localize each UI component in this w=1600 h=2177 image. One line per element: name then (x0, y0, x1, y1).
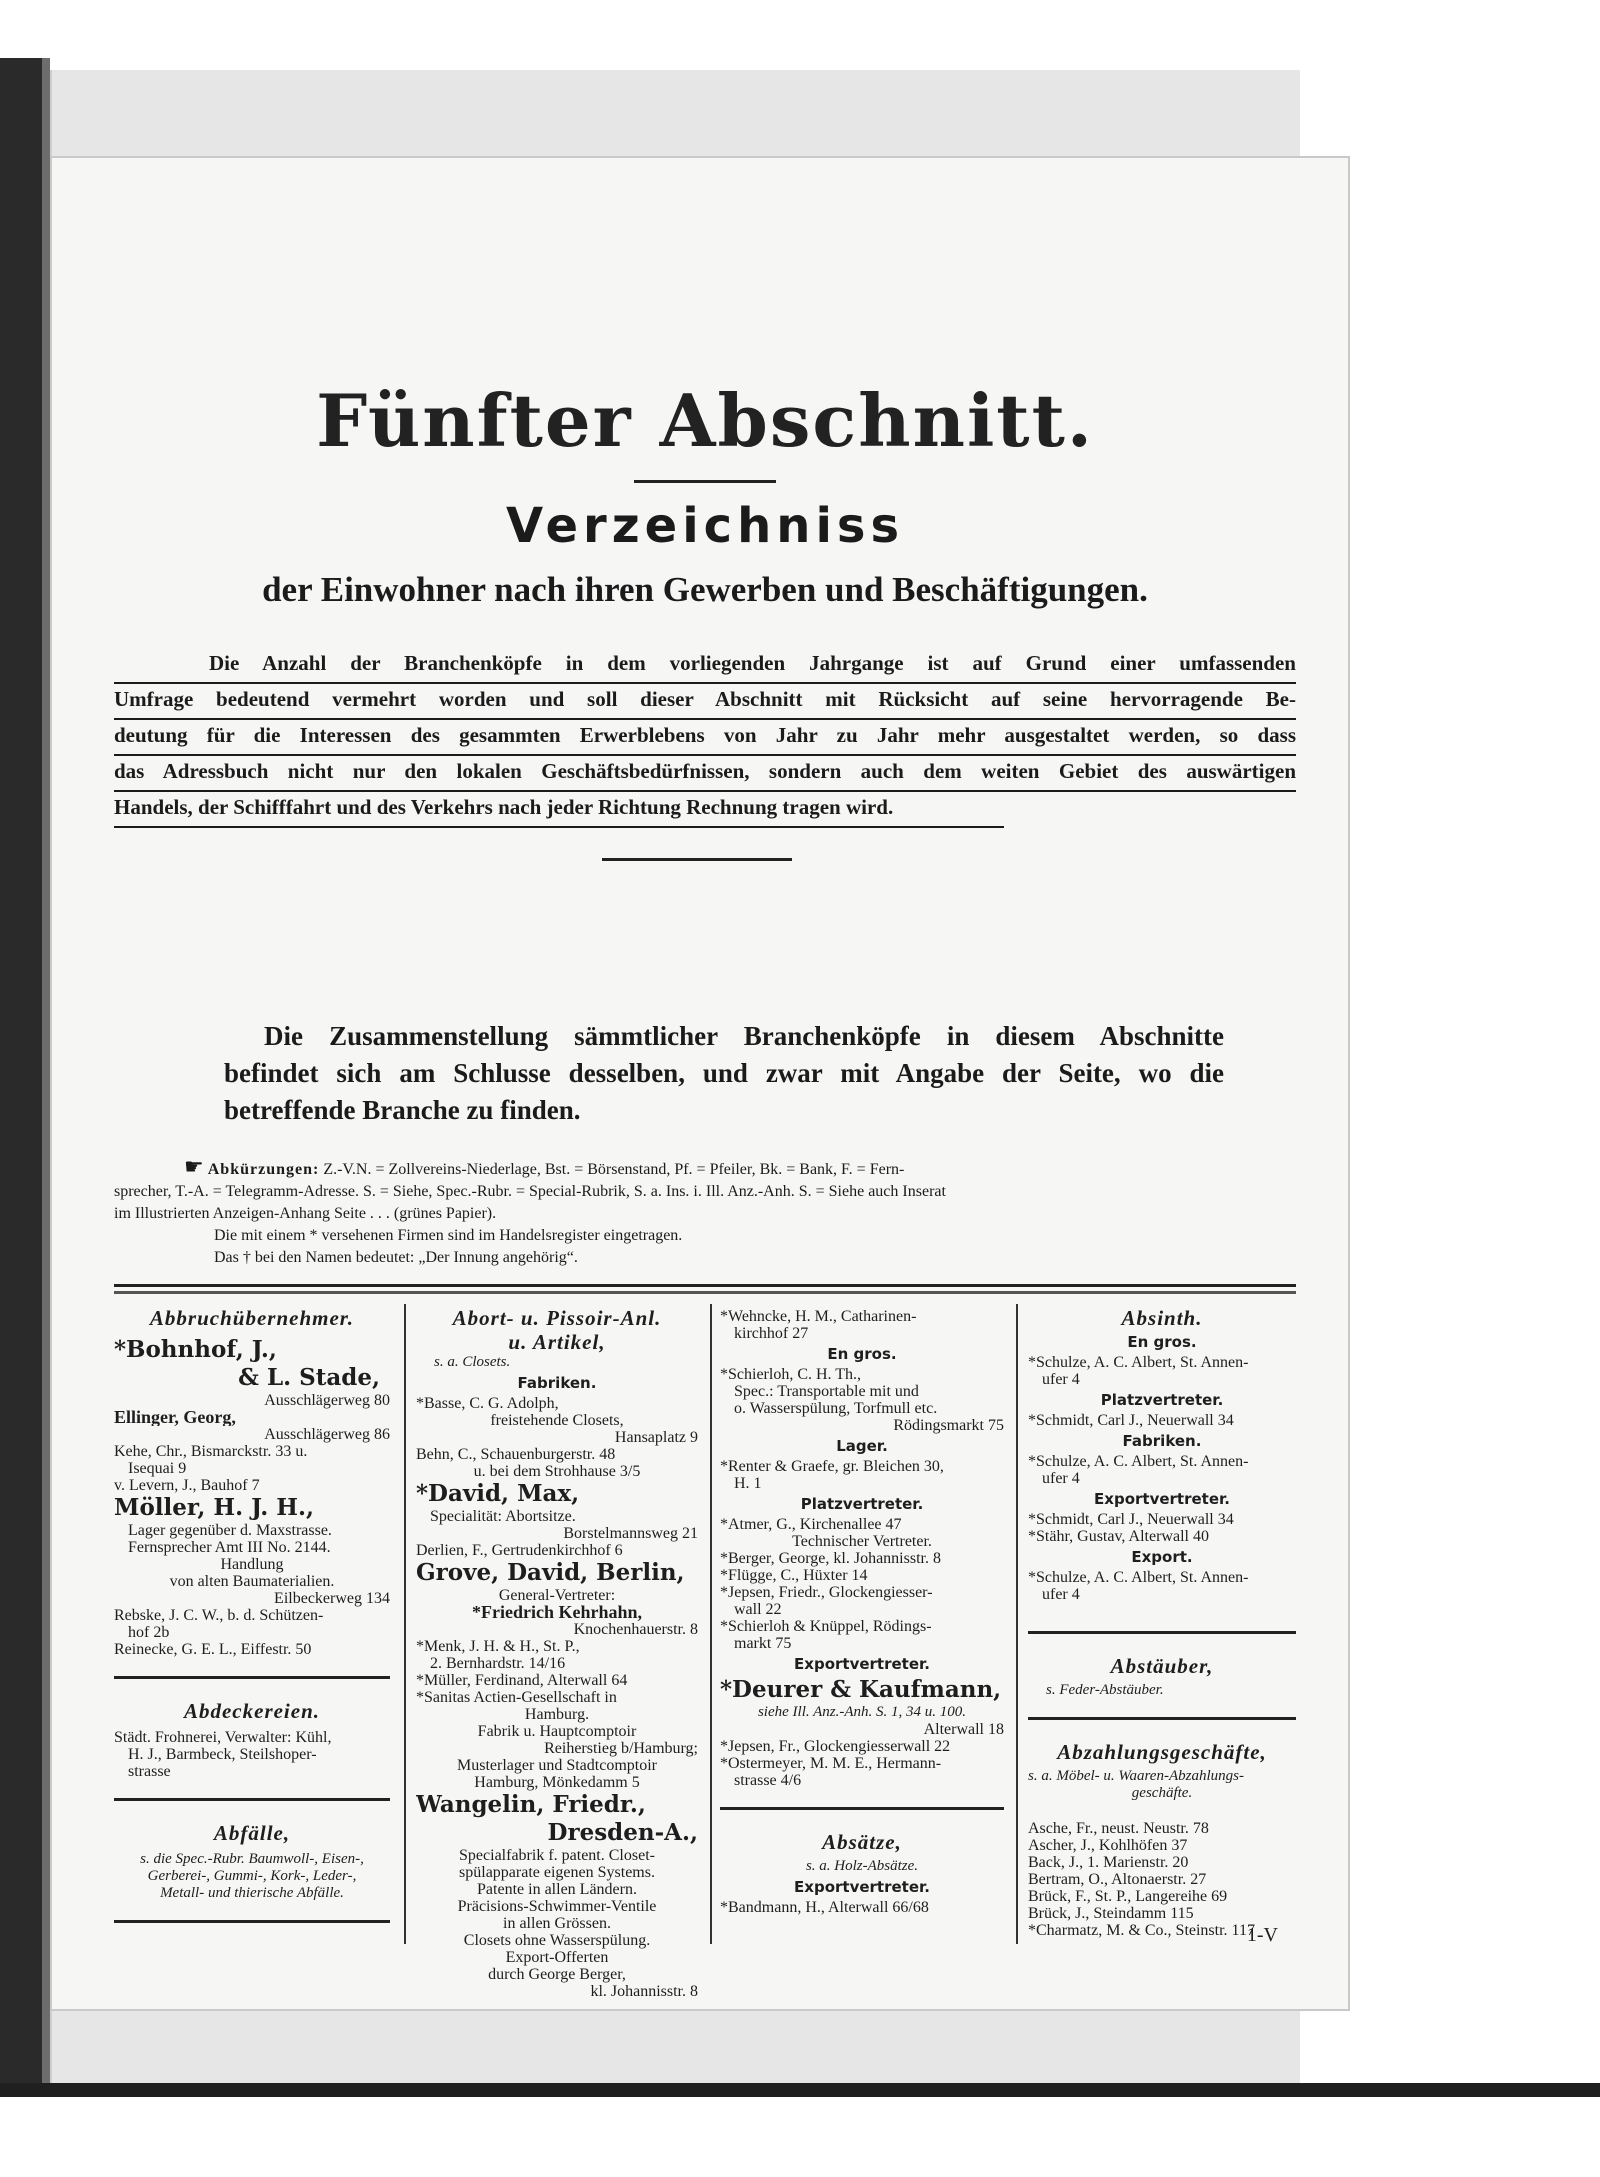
entry: *Menk, J. H. & H., St. P., (416, 1638, 580, 1655)
intro-paragraph (114, 648, 1296, 828)
entry-detail: Specialfabrik f. patent. Closet- (459, 1847, 655, 1864)
abbreviation-line: Das † bei den Namen bedeutet: „Der Innung angehörig“. (214, 1249, 578, 1266)
entry-detail: Lager gegenüber d. Maxstrasse. (128, 1522, 332, 1539)
subheading: Exportvertreter. (794, 1655, 930, 1673)
columns-top-rule (114, 1284, 1296, 1294)
subheading: En gros. (827, 1345, 897, 1363)
pointing-hand-icon: ☛ (184, 1154, 204, 1179)
entry-name: & L. Stade, (238, 1364, 380, 1391)
entry-detail: von alten Baumaterialien. (169, 1573, 335, 1590)
category-divider (1028, 1717, 1296, 1720)
entry-name: Grove, David, Berlin, (416, 1559, 685, 1586)
entry: Behn, C., Schauenburgerstr. 48 (416, 1446, 616, 1463)
entry: *Schmidt, Carl J., Neuerwall 34 (1028, 1511, 1234, 1528)
category-heading: Abstäuber, (1110, 1654, 1214, 1678)
entry: *Basse, C. G. Adolph, (416, 1395, 559, 1412)
entry: *Schmidt, Carl J., Neuerwall 34 (1028, 1412, 1234, 1429)
directory-columns (114, 1304, 1296, 2000)
entry: *Jepsen, Fr., Glockengiesserwall 22 (720, 1738, 951, 1755)
entry-address: markt 75 (734, 1635, 792, 1652)
intro-line: Handels, der Schifffahrt und des Verkehrs nach jeder Richtung Rechnung tragen wird. (114, 792, 1004, 828)
subheading: Fabriken. (517, 1374, 597, 1392)
entry: Städt. Frohnerei, Verwalter: Kühl, (114, 1729, 332, 1746)
see-also: Metall- und thierische Abfälle. (160, 1885, 344, 1901)
entry-address: wall 22 (734, 1601, 782, 1618)
see-also: geschäfte. (1131, 1785, 1193, 1801)
entry-name: Ellinger, Georg, (114, 1409, 236, 1426)
subheading: Exportvertreter. (1094, 1490, 1230, 1508)
category-divider (114, 1920, 390, 1923)
entry: *Schierloh & Knüppel, Rödings- (720, 1618, 932, 1635)
entry: Reinecke, G. E. L., Eiffestr. 50 (114, 1641, 312, 1658)
entry-address: Borstelmannsweg 21 (563, 1525, 698, 1542)
note-line: betreffende Branche zu finden. (224, 1095, 581, 1125)
column-2 (416, 1304, 698, 2000)
entry: *Sanitas Actien-Gesellschaft in (416, 1689, 617, 1706)
entry-detail: Closets ohne Wasserspülung. (463, 1932, 651, 1949)
see-also: siehe Ill. Anz.-Anh. S. 1, 34 u. 100. (757, 1704, 967, 1720)
entry-name: *Bohnhof, J., (114, 1336, 277, 1363)
note-line: befindet sich am Schlusse desselben, und zwar mit Angabe der Seite, wo die (224, 1058, 1224, 1088)
entry-address: kl. Johannisstr. 8 (590, 1983, 698, 2000)
entry-detail: Technischer Vertreter. (792, 1533, 932, 1550)
abbreviation-line: im Illustrierten Anzeigen-Anhang Seite . . . (grünes Papier). (114, 1205, 497, 1222)
entry: *Jepsen, Friedr., Glockengiesser- (720, 1584, 933, 1601)
entry-name: Möller, H. J. H., (114, 1494, 314, 1521)
scan-bottom-edge (0, 2083, 1600, 2097)
intro-line: deutung für die Interessen des gesammten Erwerblebens von Jahr zu Jahr mehr ausgestaltet werden, so dass (114, 720, 1296, 756)
entry-detail: strasse (128, 1763, 171, 1780)
column-4 (1028, 1304, 1296, 1944)
entry-detail: Patente in allen Ländern. (477, 1881, 637, 1898)
entry: *Flügge, C., Hüxter 14 (720, 1567, 868, 1584)
document-page (50, 156, 1350, 2011)
entry-name: *David, Max, (416, 1480, 580, 1507)
column-3 (720, 1304, 1004, 1944)
entry-address: Ausschlägerweg 86 (264, 1426, 390, 1443)
category-divider (1028, 1631, 1296, 1634)
see-also: s. a. Holz-Absätze. (805, 1858, 919, 1874)
category-heading: u. Artikel, (508, 1330, 606, 1354)
entry-address: Isequai 9 (128, 1460, 187, 1477)
column-1 (114, 1304, 390, 1944)
entry-detail: o. Wasserspülung, Torfmull etc. (734, 1400, 938, 1417)
entry-detail: H. J., Barmbeck, Steilshoper- (128, 1746, 317, 1763)
entry-detail: Fernsprecher Amt III No. 2144. (128, 1539, 331, 1556)
entry-detail: Specialität: Abortsitze. (430, 1508, 576, 1525)
subheading: Export. (1131, 1548, 1193, 1566)
page-content (114, 158, 1296, 2013)
entry: Rebske, J. C. W., b. d. Schützen- (114, 1607, 324, 1624)
intro-rule (602, 858, 792, 861)
page-number: 1-V (1246, 1927, 1278, 1944)
category-heading: Abbruchübernehmer. (149, 1306, 355, 1330)
title-rule (634, 480, 776, 483)
abbreviation-line: Die mit einem * versehenen Firmen sind im Handelsregister eingetragen. (214, 1227, 683, 1244)
entry-address: H. 1 (734, 1475, 762, 1492)
entry: *Schulze, A. C. Albert, St. Annen- (1028, 1569, 1249, 1586)
book-spine-edge (0, 58, 50, 2093)
category-divider (114, 1798, 390, 1801)
entry-address: Hamburg, Mönkedamm 5 (474, 1774, 640, 1791)
directory-subtitle: der Einwohner nach ihren Gewerben und Beschäftigungen. (262, 570, 1148, 609)
entry: Derlien, F., Gertrudenkirchhof 6 (416, 1542, 623, 1559)
subheading: Lager. (836, 1437, 888, 1455)
entry-detail: Präcisions-Schwimmer-Ventile (457, 1898, 657, 1915)
entry-detail: in allen Grössen. (503, 1915, 611, 1932)
see-also: s. Feder-Abstäuber. (1046, 1682, 1164, 1698)
entry-name: Dresden-A., (547, 1819, 698, 1846)
see-also: s. die Spec.-Rubr. Baumwoll-, Eisen-, (140, 1851, 364, 1867)
entry-detail: Musterlager und Stadtcomptoir (457, 1757, 657, 1774)
subheading: Fabriken. (1122, 1432, 1202, 1450)
category-heading: Abort- u. Pissoir-Anl. (452, 1306, 662, 1330)
entry-address: ufer 4 (1042, 1586, 1080, 1603)
entry: Ascher, J., Kohlhöfen 37 (1028, 1837, 1188, 1854)
entry: Back, J., 1. Marienstr. 20 (1028, 1854, 1189, 1871)
subheading: Platzvertreter. (1100, 1391, 1224, 1409)
see-also: s. a. Möbel- u. Waaren-Abzahlungs- (1028, 1768, 1244, 1784)
see-also: Gerberei-, Gummi-, Kork-, Leder-, (147, 1868, 357, 1884)
category-heading: Abzahlungsgeschäfte, (1057, 1740, 1267, 1764)
entry-address: Eilbeckerweg 134 (274, 1590, 390, 1607)
entry-detail: Reiherstieg b/Hamburg; (544, 1740, 698, 1757)
entry: Brück, J., Steindamm 115 (1028, 1905, 1194, 1922)
see-also: s. a. Closets. (434, 1354, 511, 1370)
entry: *Stähr, Gustav, Alterwall 40 (1028, 1528, 1209, 1545)
category-divider (114, 1676, 390, 1679)
entry: *Bandmann, H., Alterwall 66/68 (720, 1899, 929, 1916)
entry-address: Hansaplatz 9 (614, 1429, 698, 1446)
abbreviation-line: Z.-V.N. = Zollvereins-Niederlage, Bst. = Börsenstand, Pf. = Pfeiler, Bk. = Bank, F. = Fern- (323, 1161, 905, 1178)
entry: Asche, Fr., neust. Neustr. 78 (1028, 1820, 1209, 1837)
abbreviation-line: sprecher, T.-A. = Telegramm-Adresse. S. = Siehe, Spec.-Rubr. = Special-Rubrik, S. a. Ins. i. Ill. Anz.-Anh. S. = Siehe auch Inserat (114, 1183, 946, 1200)
entry-address: Alterwall 18 (923, 1721, 1004, 1738)
subheading: Exportvertreter. (794, 1878, 930, 1896)
entry-detail: Fabrik u. Hauptcomptoir (477, 1723, 637, 1740)
branch-index-note (224, 1018, 1224, 1129)
entry-detail: Export-Offerten (505, 1949, 609, 1966)
entry: *Charmatz, M. & Co., Steinstr. 117 (1028, 1922, 1255, 1939)
entry: *Schulze, A. C. Albert, St. Annen- (1028, 1354, 1249, 1371)
category-heading: Abfälle, (213, 1821, 291, 1845)
subheading: En gros. (1127, 1333, 1197, 1351)
entry: v. Levern, J., Bauhof 7 (114, 1477, 260, 1494)
entry: *Renter & Graefe, gr. Bleichen 30, (720, 1458, 944, 1475)
directory-title: Verzeichniss (505, 498, 905, 554)
entry-address: hof 2b (128, 1624, 170, 1641)
subheading: Platzvertreter. (800, 1495, 924, 1513)
entry-address: 2. Bernhardstr. 14/16 (430, 1655, 566, 1672)
entry: Kehe, Chr., Bismarckstr. 33 u. (114, 1443, 308, 1460)
category-heading: Absätze, (822, 1830, 902, 1854)
intro-line: das Adressbuch nicht nur den lokalen Geschäftsbedürfnissen, sondern auch dem weiten Gebiet des auswärtigen (114, 756, 1296, 792)
entry: Bertram, O., Altonaerstr. 27 (1028, 1871, 1207, 1888)
entry-detail: Hamburg. (524, 1706, 590, 1723)
section-title: Fünfter Abschnitt. (316, 378, 1094, 463)
entry-address: Knochenhauerstr. 8 (573, 1621, 698, 1638)
entry: *Müller, Ferdinand, Alterwall 64 (416, 1672, 628, 1689)
entry-address: Rödingsmarkt 75 (893, 1417, 1004, 1434)
note-line: Die Zusammenstellung sämmtlicher Branchenköpfe in diesem Abschnitte (264, 1021, 1224, 1051)
entry-name: *Deurer & Kaufmann, (720, 1676, 1002, 1703)
abbreviations-label: Abkürzungen: (207, 1161, 320, 1178)
entry-detail: spülapparate eigenen Systems. (459, 1864, 655, 1881)
entry-address: ufer 4 (1042, 1371, 1080, 1388)
column-separator (710, 1304, 712, 1944)
entry: *Atmer, G., Kirchenallee 47 (720, 1516, 902, 1533)
entry: *Berger, George, kl. Johannisstr. 8 (720, 1550, 941, 1567)
column-separator (404, 1304, 406, 1944)
entry-detail: General-Vertreter: (498, 1587, 616, 1604)
entry-detail: Handlung (220, 1556, 284, 1573)
entry-address: strasse 4/6 (734, 1772, 802, 1789)
entry-detail: durch George Berger, (488, 1966, 626, 1983)
entry-name: Wangelin, Friedr., (416, 1791, 646, 1818)
entry-address: u. bei dem Strohhause 3/5 (473, 1463, 641, 1480)
category-heading: Absinth. (1121, 1306, 1203, 1330)
entry-detail: freistehende Closets, (490, 1412, 624, 1429)
entry-name: *Friedrich Kehrhahn, (472, 1604, 642, 1621)
category-divider (720, 1807, 1004, 1810)
entry: Brück, F., St. P., Langereihe 69 (1028, 1888, 1228, 1905)
category-heading: Abdeckereien. (183, 1699, 321, 1723)
entry: *Ostermeyer, M. M. E., Hermann- (720, 1755, 942, 1772)
entry-address: Ausschlägerweg 80 (264, 1392, 390, 1409)
entry: *Schierloh, C. H. Th., (720, 1366, 862, 1383)
entry-address: kirchhof 27 (734, 1325, 809, 1342)
entry: *Wehncke, H. M., Catharinen- (720, 1308, 917, 1325)
entry-address: ufer 4 (1042, 1470, 1080, 1487)
intro-line: Die Anzahl der Branchenköpfe in dem vorliegenden Jahrgange ist auf Grund einer umfassenden (114, 648, 1296, 684)
intro-line: Umfrage bedeutend vermehrt worden und soll dieser Abschnitt mit Rücksicht auf seine hervorragende Be- (114, 684, 1296, 720)
entry: *Schulze, A. C. Albert, St. Annen- (1028, 1453, 1249, 1470)
entry-detail: Spec.: Transportable mit und (734, 1383, 919, 1400)
column-separator (1016, 1304, 1018, 1944)
abbreviations-block (114, 1156, 1296, 1269)
